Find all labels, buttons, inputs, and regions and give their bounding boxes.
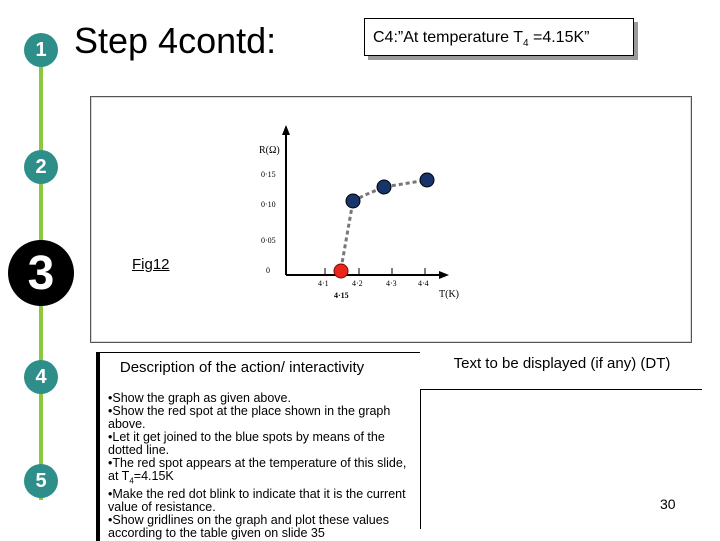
- step-2-label: 2: [35, 155, 47, 178]
- dotted-connector: [341, 201, 353, 269]
- caption-suffix: =4.15K”: [528, 29, 590, 46]
- figure-label: Fig12: [132, 256, 170, 273]
- step-1-button[interactable]: [24, 33, 58, 67]
- caption-box: [364, 18, 634, 56]
- y-tick-label: 0·15: [261, 170, 276, 179]
- red-current-point[interactable]: [334, 264, 348, 278]
- bullet-subscript: 4: [129, 476, 134, 486]
- display-divider: [420, 389, 702, 390]
- step-4-label: 4: [35, 365, 47, 388]
- y-axis-arrow: [282, 125, 290, 135]
- x-tick-label: 4·1: [318, 279, 329, 288]
- resistance-graph: [91, 97, 691, 342]
- red-tick-label: 4·15: [334, 291, 349, 300]
- step-3-label: 3: [27, 246, 55, 300]
- description-heading: Description of the action/ interactivity: [119, 359, 365, 376]
- page-number: 30: [660, 496, 676, 512]
- bullet-item: •Make the red dot blink to indicate that it is the current value of resistance.: [108, 486, 406, 514]
- x-tick-label: 4·2: [352, 279, 363, 288]
- step-5-button[interactable]: [24, 464, 58, 498]
- x-tick-label: 4·4: [418, 279, 429, 288]
- step-1-label: 1: [35, 38, 47, 61]
- y-tick-label: 0·05: [261, 236, 276, 245]
- caption-prefix: C4:”At temperature T: [373, 29, 523, 46]
- display-left-border: [420, 389, 421, 529]
- x-axis-arrow: [439, 271, 449, 279]
- caption-subscript: 4: [522, 38, 529, 50]
- bullet-item: •Show gridlines on the graph and plot these values according to the table given on slide 35: [108, 512, 389, 540]
- blue-data-point: [346, 194, 360, 208]
- y-tick-label: 0·10: [261, 200, 276, 209]
- bullet-item: •Show the graph as given above.: [108, 391, 291, 405]
- bullet-item: •Let it get joined to the blue spots by means of the dotted line.: [108, 430, 385, 457]
- bullet-list: [108, 392, 408, 540]
- x-axis-label: T(K): [439, 289, 459, 300]
- bullet-item: [108, 457, 408, 488]
- blue-data-point: [420, 173, 434, 187]
- y-axis-label: R(Ω): [259, 145, 280, 156]
- display-text-heading: Text to be displayed (if any) (DT): [453, 355, 671, 372]
- step-3-current[interactable]: [8, 240, 74, 306]
- step-5-label: 5: [35, 469, 47, 492]
- step-4-button[interactable]: [24, 360, 58, 394]
- y-tick-label: 0: [266, 266, 270, 275]
- step-2-button[interactable]: [24, 150, 58, 184]
- figure-panel: [90, 96, 692, 343]
- x-tick-label: 4·3: [386, 279, 397, 288]
- bullet-text-end: =4.15K: [133, 469, 174, 483]
- blue-data-point: [377, 180, 391, 194]
- bullet-text: •The red spot appears at the temperature of this slide, at T: [108, 456, 407, 483]
- page-title: Step 4contd:: [74, 20, 277, 61]
- bullet-item: •Show the red spot at the place shown in the graph above.: [108, 404, 391, 431]
